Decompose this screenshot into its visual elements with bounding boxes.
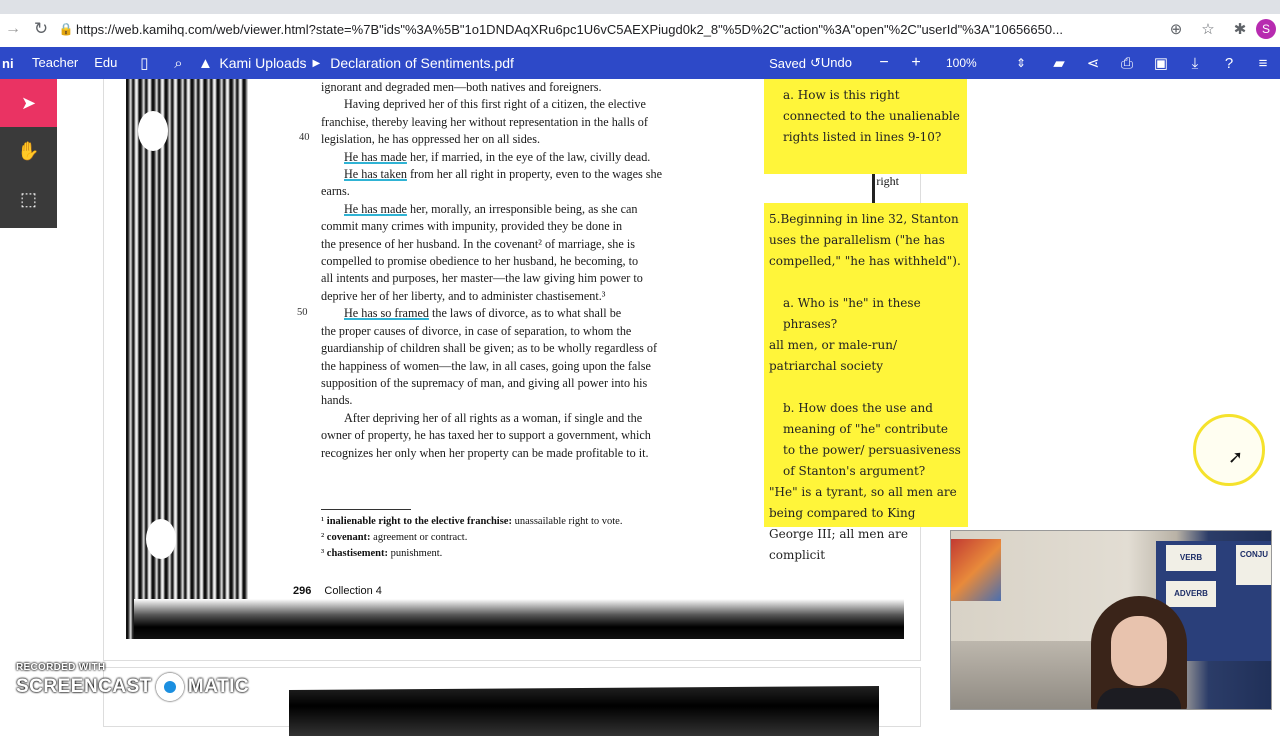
save-icon[interactable]: ▣ bbox=[1153, 55, 1169, 72]
forward-icon[interactable]: → bbox=[5, 20, 21, 37]
underline-annotation[interactable]: He has taken bbox=[344, 167, 407, 182]
zoom-out-button[interactable]: − bbox=[879, 54, 889, 71]
sidebar-toggle-icon[interactable]: ▯ bbox=[140, 55, 149, 72]
page-number: 296 bbox=[293, 585, 312, 597]
edu-button[interactable]: Edu bbox=[94, 55, 118, 70]
breadcrumb[interactable]: Kami Uploads bbox=[219, 55, 307, 71]
margin-scrap: right bbox=[828, 174, 921, 204]
recording-watermark bbox=[16, 662, 249, 701]
mouse-cursor-icon: ➚ bbox=[1228, 447, 1244, 467]
screencast-logo-icon bbox=[156, 673, 184, 701]
kami-logo[interactable]: ni bbox=[2, 55, 14, 71]
note-answer: "He" is a tyrant, so all men are being compared to King George III; all men are complicit bbox=[769, 485, 957, 562]
underline-annotation[interactable]: He has so framed bbox=[344, 306, 429, 321]
profile-avatar[interactable]: S bbox=[1256, 19, 1276, 39]
note-text: a. Who is "he" in these phrases? bbox=[783, 296, 921, 331]
share-icon[interactable]: ⋖ bbox=[1086, 55, 1100, 72]
hand-tool[interactable] bbox=[0, 127, 57, 175]
kami-toolbar bbox=[0, 47, 1280, 79]
scan-shadow-bottom bbox=[134, 599, 904, 639]
download-icon[interactable]: ⤓ bbox=[1191, 54, 1199, 72]
zoom-in-button[interactable]: + bbox=[911, 54, 921, 71]
browser-url-bar bbox=[0, 14, 1280, 44]
footnote: ³ chastisement: punishment. bbox=[321, 548, 443, 559]
footnote: ² covenant: agreement or contract. bbox=[321, 532, 468, 543]
presenter bbox=[1091, 596, 1191, 710]
underline-annotation[interactable]: He has made bbox=[344, 201, 407, 216]
address-field[interactable]: https://web.kamihq.com/web/viewer.html?state=%7B"ids"%3A%5B"1o1DNDAqXRu6pc1U6vC5AEXPiugd0k2_8"%5D%2C"action"%3A"open"%2C"userId"%3A"10656650... bbox=[76, 21, 1063, 37]
collection-label: Collection 4 bbox=[324, 585, 382, 597]
note-answer: all men, or male-run/ patriarchal society bbox=[769, 338, 898, 373]
poster-card: CONJU bbox=[1236, 545, 1272, 585]
document-line: franchise, thereby leaving her without representation in the halls of bbox=[321, 114, 648, 129]
underline-annotation[interactable]: He has made bbox=[344, 149, 407, 164]
zoom-value: 100% bbox=[946, 56, 977, 70]
lock-icon[interactable]: 🔒 bbox=[58, 22, 74, 36]
pdf-page bbox=[103, 79, 961, 661]
webcam-overlay bbox=[950, 530, 1272, 710]
document-line: He has made her, if married, in the eye of the law, civilly dead. bbox=[344, 149, 651, 164]
page-footer bbox=[293, 585, 382, 597]
document-line: He has taken from her all right in property, even to the wages she bbox=[344, 167, 663, 182]
document-text bbox=[321, 79, 711, 462]
open-folder-icon[interactable]: ▰ bbox=[1053, 55, 1065, 72]
document-line: the presence of her husband. In the covenant² of marriage, she is bbox=[321, 236, 635, 251]
undo-button[interactable] bbox=[810, 55, 852, 71]
line-number: 40 bbox=[299, 132, 310, 143]
document-line: supposition of the supremacy of man, and giving all power into his bbox=[321, 375, 648, 390]
watermark-right: MATIC bbox=[187, 676, 250, 697]
document-line: He has made her, morally, an irresponsible being, as she can bbox=[344, 201, 638, 216]
document-line: He has so framed the laws of divorce, as to what shall be bbox=[344, 306, 622, 321]
left-edge bbox=[0, 228, 8, 720]
document-line: ignorant and degraded men—both natives and foreigners. bbox=[321, 80, 602, 94]
scan-shadow-left bbox=[126, 79, 248, 639]
star-icon[interactable]: ☆ bbox=[1201, 21, 1215, 38]
print-icon[interactable]: ⎙ bbox=[1120, 54, 1133, 72]
document-line: commit many crimes with impunity, provided they be done in bbox=[321, 219, 623, 234]
document-line: deprive her of her liberty, and to administer chastisement.³ bbox=[321, 288, 606, 303]
document-line: After depriving her of all rights as a woman, if single and the bbox=[344, 410, 643, 425]
wall-poster bbox=[951, 539, 1001, 601]
saved-status: Saved bbox=[769, 55, 807, 71]
document-line: the proper causes of divorce, in case of separation, to whom the bbox=[321, 323, 632, 338]
teacher-button[interactable]: Teacher bbox=[32, 55, 79, 70]
hand-icon: ✋ bbox=[17, 140, 40, 161]
file-name[interactable]: Declaration of Sentiments.pdf bbox=[330, 55, 514, 71]
document-line: hands. bbox=[321, 393, 353, 408]
menu-icon[interactable]: ≡ bbox=[1258, 54, 1268, 72]
reload-icon[interactable]: ↻ bbox=[33, 19, 49, 38]
breadcrumb-arrow-icon: ▶ bbox=[312, 57, 321, 69]
add-icon[interactable]: ⊕ bbox=[1169, 21, 1183, 38]
document-line: the happiness of women—the law, in all cases, going upon the false bbox=[321, 358, 651, 373]
document-line: earns. bbox=[321, 184, 350, 199]
zoom-select[interactable] bbox=[940, 51, 1032, 75]
comment-note[interactable] bbox=[764, 79, 967, 174]
select-arrow-icon: ➤ bbox=[20, 92, 37, 113]
footnote: ¹ inalienable right to the elective franchise: unassailable right to vote. bbox=[321, 516, 623, 527]
document-line: guardianship of children shall be given; as to be wholly regardless of bbox=[321, 341, 658, 356]
document-line: Having deprived her of this first right of a citizen, the elective bbox=[344, 97, 646, 112]
note-text: 5.Beginning in line 32, Stanton uses the parallelism ("he has compelled," "he has withheld"). bbox=[769, 212, 961, 268]
watermark-top: RECORDED WITH bbox=[16, 662, 106, 673]
search-icon[interactable]: ⌕ bbox=[174, 54, 183, 72]
updown-icon: ⇕ bbox=[1015, 56, 1026, 70]
poster-card: VERB bbox=[1166, 545, 1216, 571]
undo-icon: ↺ bbox=[810, 55, 821, 70]
document-line: compelled to promise obedience to her husband, he becoming, to bbox=[321, 254, 639, 269]
note-text: a. How is this right connected to the unalienable rights listed in lines 9-10? bbox=[783, 88, 960, 144]
drive-icon: ▲ bbox=[197, 54, 213, 72]
undo-label: Undo bbox=[820, 55, 852, 70]
select-tool[interactable] bbox=[0, 79, 57, 127]
marquee-icon: ⬚ bbox=[19, 188, 37, 209]
watermark-left: SCREENCAST bbox=[16, 676, 152, 697]
marquee-tool[interactable] bbox=[0, 175, 57, 223]
footnotes bbox=[321, 509, 622, 562]
document-line: owner of property, he has taxed her to support a government, which bbox=[321, 428, 651, 443]
document-line: legislation, he has oppressed her on all sides. bbox=[321, 132, 540, 147]
tool-palette bbox=[0, 79, 57, 228]
document-line: recognizes her only when her property can be made profitable to it. bbox=[321, 445, 649, 460]
document-line: all intents and purposes, her master—the law giving him power to bbox=[321, 271, 643, 286]
help-icon[interactable]: ? bbox=[1224, 54, 1234, 72]
poster-card: ADVERB bbox=[1166, 581, 1216, 607]
line-number: 50 bbox=[297, 307, 308, 318]
note-text: b. How does the use and meaning of "he" contribute to the power/ persuasiveness of Stanton's argument? bbox=[783, 401, 961, 478]
puzzle-icon[interactable]: ✱ bbox=[1233, 21, 1247, 38]
comment-note[interactable] bbox=[764, 203, 968, 562]
browser-tab-strip bbox=[0, 0, 1280, 14]
